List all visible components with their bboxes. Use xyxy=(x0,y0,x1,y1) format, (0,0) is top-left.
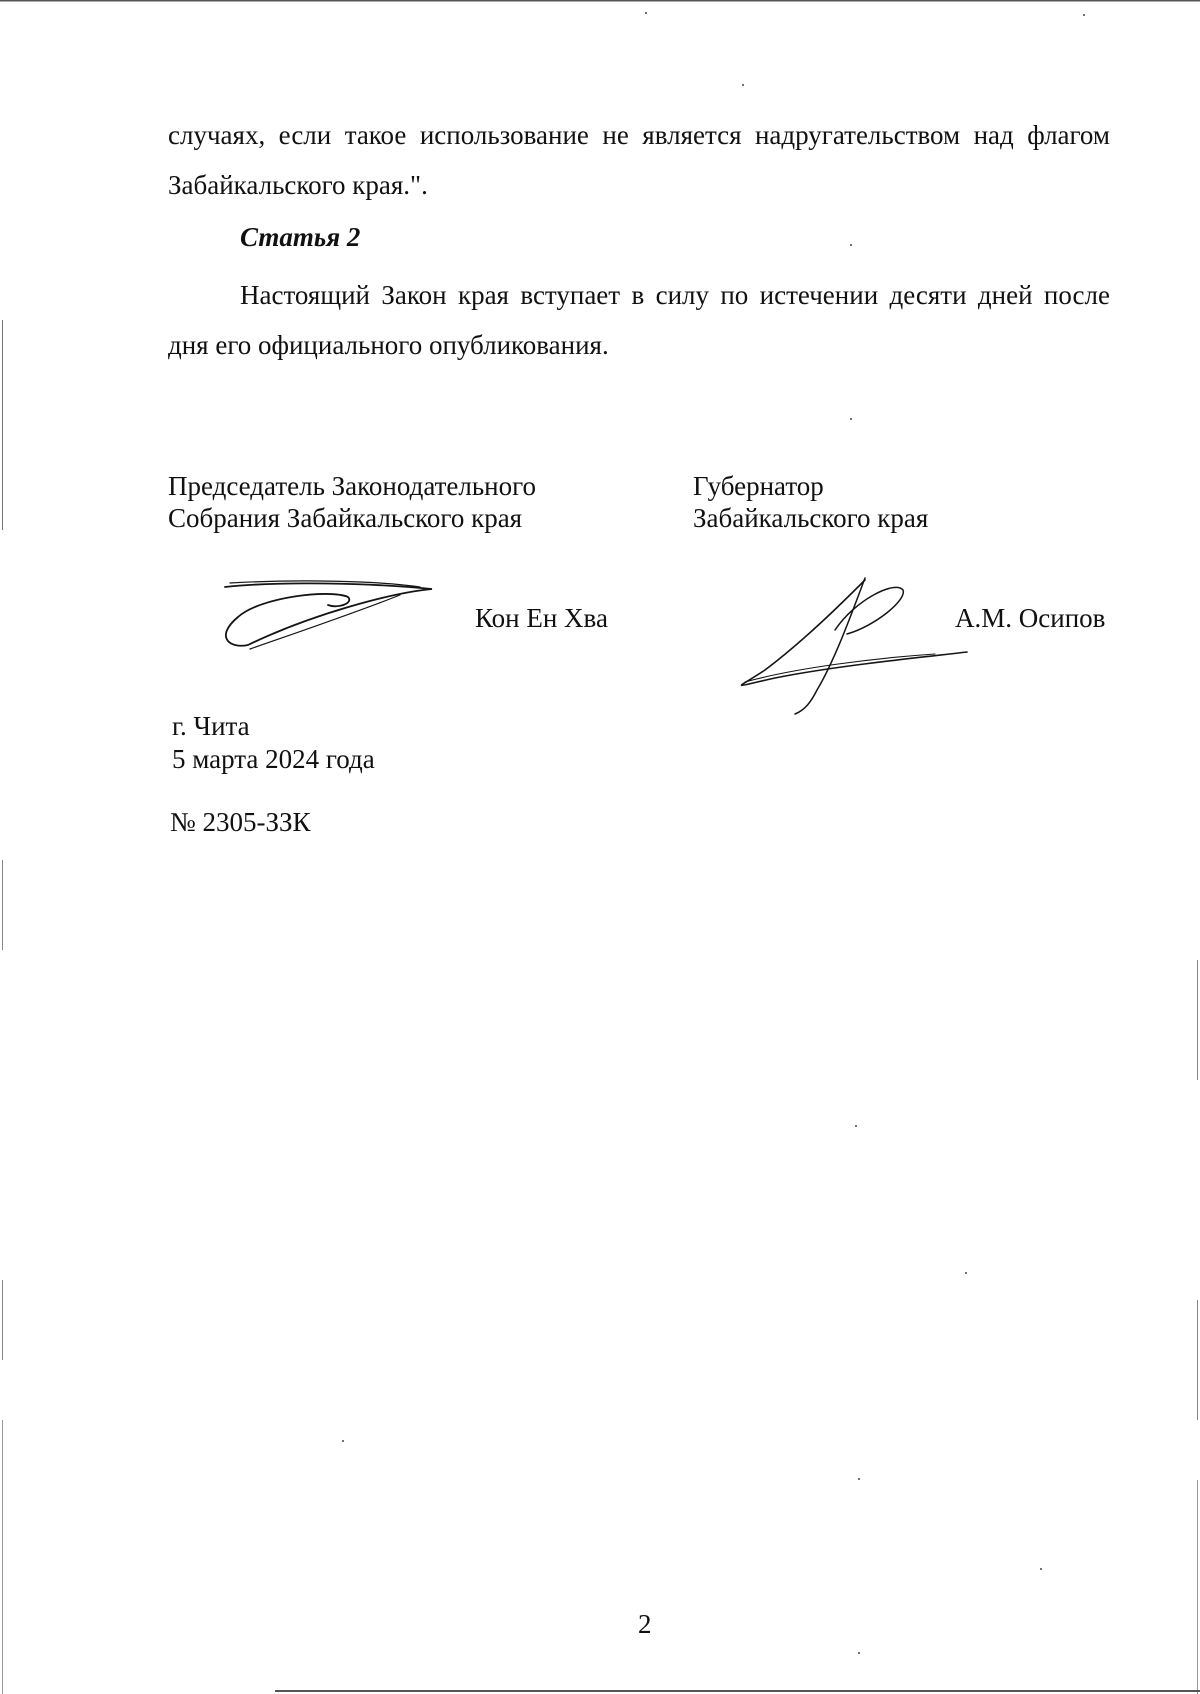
city: г. Чита xyxy=(172,711,250,741)
article-text: Настоящий Закон края вступает в силу по истечении десяти дней после дня его официального опубликования. xyxy=(168,280,1110,360)
scan-edge-left xyxy=(2,1280,3,1360)
signature-right-image xyxy=(735,570,975,715)
scan-speck xyxy=(1083,14,1085,16)
paragraph-continuation: случаях, если такое использование не является надругательством над флагом Забайкальского края.". xyxy=(168,120,1110,200)
signatory-right-title-line1: Губернатор xyxy=(693,471,824,501)
page-number: 2 xyxy=(638,1609,652,1639)
scan-speck xyxy=(850,244,852,246)
scan-speck xyxy=(965,1272,967,1274)
signatory-right-name: А.М. Осипов xyxy=(955,603,1106,633)
scan-speck xyxy=(850,418,852,420)
scan-edge-right xyxy=(1197,1480,1198,1694)
signatory-right-title xyxy=(693,470,1093,534)
scan-edge-right xyxy=(1197,1300,1198,1420)
signature-left-image xyxy=(220,575,440,655)
scan-speck xyxy=(342,1440,344,1442)
scan-speck xyxy=(1040,1568,1042,1570)
scan-speck xyxy=(742,84,744,86)
scan-speck xyxy=(858,1478,860,1480)
scan-speck xyxy=(645,12,647,14)
scan-edge-left xyxy=(2,860,3,950)
signatory-left-title-line1: Председатель Законодательного xyxy=(168,471,537,501)
scan-edge-top xyxy=(0,0,1200,3)
date: 5 марта 2024 года xyxy=(172,744,375,774)
scan-speck xyxy=(858,1652,860,1654)
place-and-date xyxy=(172,710,375,776)
scan-edge-left xyxy=(2,1420,3,1694)
signatory-right-title-line2: Забайкальского края xyxy=(693,503,929,533)
signatory-left-name: Кон Ен Хва xyxy=(475,603,608,633)
law-number: № 2305-ЗЗК xyxy=(170,807,311,837)
scan-speck xyxy=(855,1125,857,1127)
scan-edge-right xyxy=(1197,960,1198,1080)
article-heading: Статья 2 xyxy=(240,222,361,252)
signatory-left-title-line2: Собрания Забайкальского края xyxy=(168,503,523,533)
scan-edge-bottom xyxy=(275,1690,1200,1692)
scan-edge-left xyxy=(2,320,3,530)
signatory-left-title xyxy=(168,470,608,534)
